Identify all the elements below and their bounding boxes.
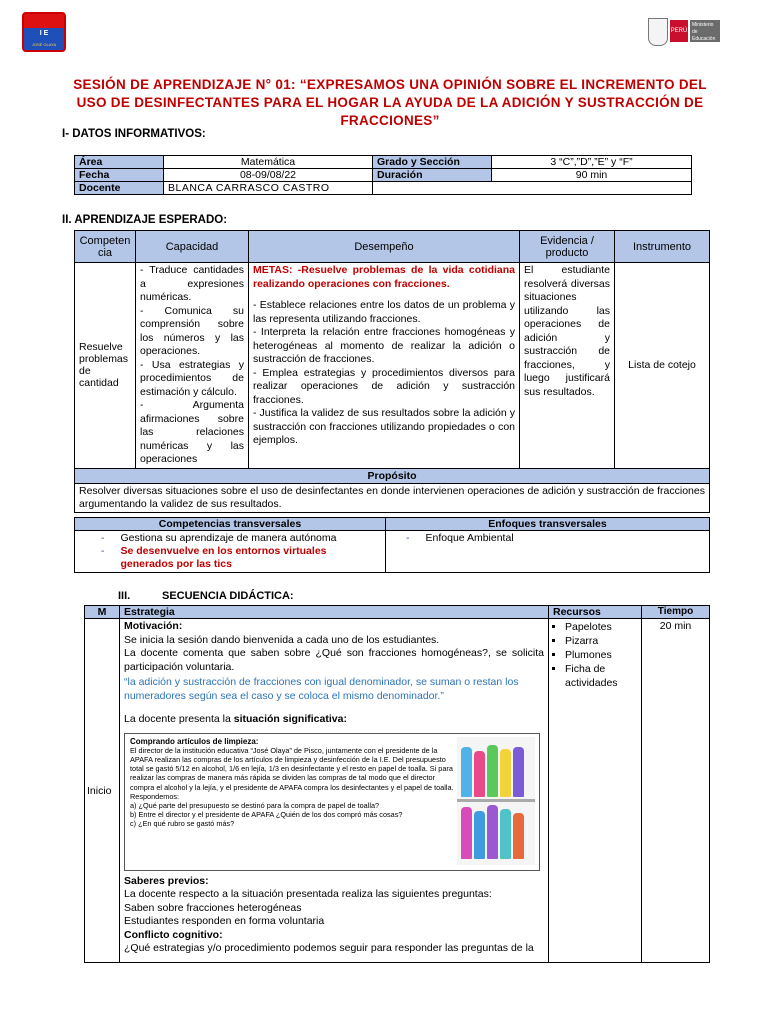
header-recursos: Recursos (549, 606, 642, 619)
header-m: M (85, 606, 120, 619)
header-evidencia: Evidencia / producto (520, 231, 615, 263)
situacion-line: La docente presenta la situación significativa: (124, 713, 347, 725)
section-2-heading: II. APRENDIZAJE ESPERADO: (62, 214, 228, 226)
tiempo-cell: 20 min (642, 619, 710, 963)
evidencia-cell: El estudiante resolverá diversas situaciones utilizando las operaciones de adición y sustracción de fracciones, y luego justificará sus resultados. (520, 263, 615, 469)
situacion-text (130, 737, 455, 829)
fecha-value: 08-09/08/22 (164, 169, 373, 182)
fecha-label: Fecha (75, 169, 164, 182)
proposito-text: Resolver diversas situaciones sobre el uso de desinfectantes en donde intervienen operaciones de adición y sustracción de fracciones argumentando la validez de sus resultados. (75, 483, 710, 512)
recurso-item: ▪ Pizarra (565, 634, 637, 648)
docente-label: Docente (75, 182, 164, 195)
comp-trans-item: - Gestiona su aprendizaje de manera autónoma (101, 532, 337, 544)
secuencia-table (84, 605, 710, 963)
ministry-label: Ministerio de Educación (690, 20, 720, 42)
proposito-label: Propósito (75, 468, 710, 483)
peru-label: PERÚ (670, 20, 688, 42)
situacion-box (124, 733, 540, 871)
datos-table (74, 155, 692, 195)
recurso-item: ▪ Ficha de actividades (565, 662, 637, 690)
competencia-cell: Resuelve problemas de cantidad (75, 263, 136, 469)
desempeno-item: - Establece relaciones entre los datos de un problema y las representa utilizando fracciones. (253, 299, 515, 325)
desempeno-cell (249, 263, 520, 469)
duracion-value: 90 min (492, 169, 692, 182)
grado-label: Grado y Sección (373, 156, 492, 169)
aprendizaje-table (74, 230, 710, 513)
desempeno-item: - Emplea estrategias y procedimientos diversos para realizar operaciones de adición y sustracción fracciones. (253, 366, 515, 406)
momento-cell: Inicio (85, 619, 120, 963)
coat-of-arms-icon (648, 18, 668, 46)
desempeno-item: - Justifica la validez de sus resultados sobre la adición y sustracción con fracciones utilizando propiedades o con ejemplos. (253, 407, 515, 446)
cleaning-products-image (457, 737, 535, 865)
docente-value: BLANCA CARRASCO CASTRO (164, 182, 373, 195)
motivacion-line: La docente comenta que saben sobre ¿Qué son fracciones homogéneas?, se solicita participación voluntaria. (124, 647, 544, 673)
comp-trans-label: Competencias transversales (75, 518, 386, 531)
desempeno-item: - Interpreta la relación entre fracciones homogéneas y heterogéneas al momento de realizar la adición o sustracción de fracciones. (253, 326, 515, 365)
instrumento-cell: Lista de cotejo (615, 263, 710, 469)
recurso-item: ▪ Plumones (565, 648, 637, 662)
recurso-item: ▪ Papelotes (565, 620, 637, 634)
motivacion-line: Se inicia la sesión dando bienvenida a cada uno de los estudiantes. (124, 633, 440, 646)
duracion-label: Duración (373, 169, 492, 182)
motivacion-title: Motivación: (124, 620, 183, 632)
capacidad-item: - Traduce cantidades a expresiones numéricas. (140, 264, 244, 303)
estrategia-cell (120, 619, 549, 963)
session-title: SESIÓN DE APRENDIZAJE N° 01: “EXPRESAMOS UNA OPINIÓN SOBRE EL INCREMENTO DEL USO DE DESINFECTANTES PARA EL HOGAR LA AYUDA DE LA ADICIÓN Y SUSTRACCIÓN DE FRACCIONES” (73, 77, 707, 128)
conflicto-title: Conflicto cognitivo: (124, 928, 223, 941)
transversales-table (74, 517, 710, 573)
saberes-line: Estudiantes responden en forma voluntaria (124, 915, 325, 927)
conflicto-line: ¿Qué estrategias y/o procedimiento podemos seguir para responder las preguntas de la (124, 942, 534, 954)
area-value: Matemática (164, 156, 373, 169)
header-instrumento: Instrumento (615, 231, 710, 263)
header-competencia: Competen cia (75, 231, 136, 263)
recursos-cell (549, 619, 642, 963)
capacidad-item: - Usa estrategias y procedimientos de estimación y cálculo. (140, 358, 244, 398)
header-capacidad: Capacidad (136, 231, 249, 263)
saberes-line: Saben sobre fracciones heterogéneas (124, 901, 302, 914)
comp-trans-item: - Se desenvuelve en los entornos virtuales generados por las tics (101, 545, 327, 570)
ministry-logo (648, 18, 720, 46)
school-logo (22, 12, 66, 52)
box-q3: c) ¿En qué rubro se gastó más? (130, 819, 235, 829)
section-1-heading: I- DATOS INFORMATIVOS: (62, 128, 206, 140)
metas-text: METAS: -Resuelve problemas de la vida cotidiana realizando operaciones con fracciones. (253, 264, 515, 290)
saberes-title: Saberes previos: (124, 874, 209, 887)
enfoque-item: - Enfoque Ambiental (406, 532, 514, 544)
box-q1: a) ¿Qué parte del presupuesto se destinó para la compra de papel de toalla? (130, 800, 380, 810)
header-tiempo: Tiempo (642, 606, 710, 619)
header-desempeno: Desempeño (249, 231, 520, 263)
school-logo-sub: JOSÉ OLAYA (31, 42, 57, 47)
box-q2: b) Entre el director y el presidente de APAFA ¿Quién de los dos compró más cosas? (130, 810, 403, 820)
section-3-heading: SECUENCIA DIDÁCTICA: (162, 590, 294, 602)
saberes-line: La docente respecto a la situación presentada realiza las siguientes preguntas: (124, 888, 492, 900)
box-body: El director de la institución educativa “José Olaya” de Pisco, juntamente con el presidente de la APAFA realizan las compras de los artículos de limpieza y desinfección de la I.E. Del presupuesto total se gastó 5/12 en alcohol, 1/6 en lejía, 1/3 en desinfectante y el resto en papel de toalla. Si para realizar las compras de manera más rápida se dividen las compras de tal modo que el director compra el alcohol y la lejía, y el presidente de APAFA compra los desinfectantes y el papel de toalla. (130, 745, 454, 792)
header-estrategia: Estrategia (120, 606, 549, 619)
area-label: Área (75, 156, 164, 169)
enfoques-label: Enfoques transversales (386, 518, 710, 531)
comp-trans-cell (75, 531, 386, 573)
section-3-number: III. (118, 590, 131, 602)
quote-text: “la adición y sustracción de fracciones con igual denominador, se suman o restan los numeradores según sea el caso y se coloca el mismo denominador.” (124, 676, 519, 702)
capacidad-cell (136, 263, 249, 469)
school-logo-text: I E (39, 30, 49, 37)
recursos-list (551, 620, 637, 690)
capacidad-item: - Argumenta afirmaciones sobre las relaciones numéricas y las operaciones (140, 399, 244, 465)
box-title: Comprando artículos de limpieza: (130, 736, 259, 746)
grado-value: 3 “C”,”D”,”E” y “F” (492, 156, 692, 169)
box-resp: Respondemos: (130, 791, 180, 801)
capacidad-item: - Comunica su comprensión sobre los números y las operaciones. (140, 304, 244, 357)
enfoques-cell (386, 531, 710, 573)
